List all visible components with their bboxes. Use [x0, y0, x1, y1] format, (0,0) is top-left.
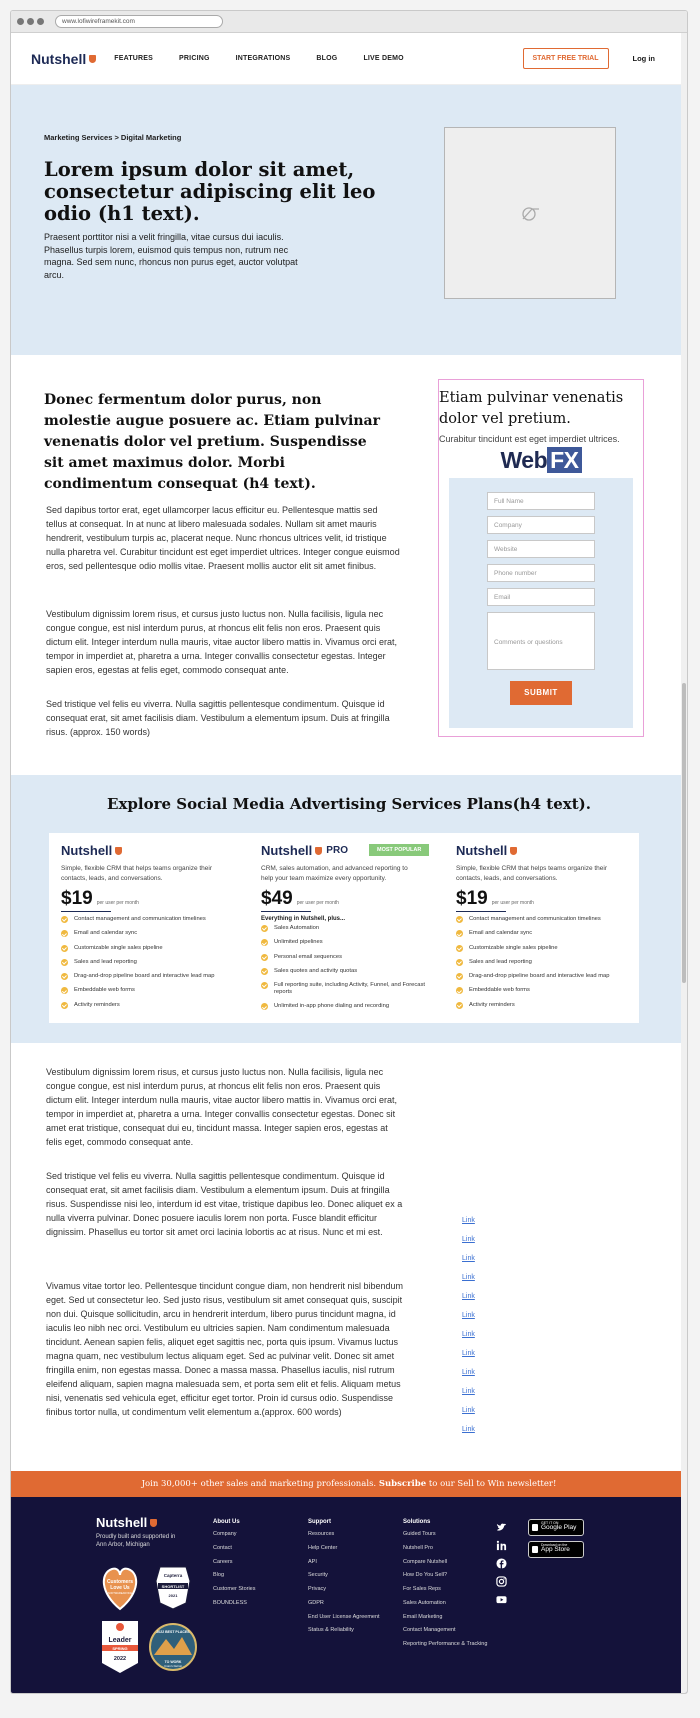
acorn-icon — [115, 847, 122, 855]
plan-price: $49 — [261, 888, 293, 909]
footer-column-title: Support — [308, 1519, 331, 1525]
nav-link-integrations[interactable]: INTEGRATIONS — [235, 55, 291, 62]
plan-card[interactable] — [456, 843, 636, 1016]
app-store-badge[interactable]: Download on the App Store — [528, 1541, 584, 1558]
social-links — [496, 1522, 507, 1612]
newsletter-text: to our Sell to Win newsletter! — [428, 1479, 557, 1489]
svg-text:Capterra: Capterra — [163, 1573, 183, 1578]
feature-item: Contact management and communication timelines — [61, 916, 241, 923]
plan-card[interactable] — [61, 843, 241, 1016]
plan-price-unit: per user per month — [491, 900, 534, 906]
footer-link[interactable]: How Do You Sell? — [403, 1572, 448, 1579]
nav-link-blog[interactable]: BLOG — [316, 55, 338, 62]
footer-link[interactable]: API — [308, 1558, 317, 1565]
plan-logo: Nutshell — [61, 843, 241, 858]
webfx-logo: Web FX — [439, 447, 643, 474]
article-paragraph: Sed tristique vel felis eu viverra. Nulla sagittis pellentesque condimentum. Quisque id consequat erat, sit amet facilisis diam. Vestibulum a elementum ipsum. Duis at fringilla risus. Suspendisse nisi leo, interdum id est vitae, tristique dapibus leo. Donec aliquet ex a nulla viverra pulvinar. Donec posuere iaculis lorem non porta. Fusce blandit efficitur dignissim. Phasellus eu tortor sit amet orci lacinia lobortis ac at risus. Nunc et mi est. — [46, 1171, 403, 1237]
footer-link[interactable]: Reporting Performance & Tracking — [403, 1641, 488, 1648]
plans-section — [11, 775, 687, 1043]
nav-link-features[interactable]: FEATURES — [114, 55, 154, 62]
sidebar-link[interactable]: Link — [462, 1369, 475, 1376]
plan-description: CRM, sales automation, and advanced reporting to help your team maximize every opportunity. — [261, 865, 408, 882]
content-paragraph: Vestibulum dignissim lorem risus, et cursus justo luctus non. Nulla facilisis, ligula nec congue congue, est nisl interdum purus, at rhoncus elit felis non eros. Praesent quis dictum elit. Integer interdum nulla mauris, vitae auctor libero mattis in. Vivamus orci erat, tempor in imperdiet at, pharetra a urna. Integer convallis consectetur egestas. Integer sapien eros, egestas at felis eget, commodo consequat ante. — [46, 609, 397, 675]
section-heading: Donec fermentum dolor purus, non molestie augue posuere ac. Etiam pulvinar venenatis dolor vel pretium. Suspendisse sit amet maximus dolor. Morbi condimentum consequat (h4 text). — [44, 392, 380, 492]
scrollbar-thumb[interactable] — [682, 683, 686, 983]
check-icon — [456, 945, 463, 952]
feature-item: Unlimited in-app phone dialing and recording — [261, 1003, 441, 1010]
breadcrumb[interactable]: Marketing Services > Digital Marketing — [44, 133, 182, 142]
footer-column-solutions — [403, 1519, 487, 1656]
submit-button[interactable]: SUBMIT — [510, 681, 572, 705]
footer-column-about — [213, 1519, 256, 1615]
window-dot-icon[interactable] — [37, 18, 44, 25]
full-name-field[interactable]: Full Name — [487, 492, 595, 510]
svg-text:2022: 2022 — [113, 1656, 127, 1662]
check-icon — [261, 939, 268, 946]
plan-price: $19 — [456, 888, 488, 909]
sidebar-link[interactable]: Link — [462, 1388, 475, 1395]
content-paragraph: Sed tristique vel felis eu viverra. Nulla sagittis pellentesque condimentum. Quisque id consequat erat, sit amet facilisis diam. Vestibulum a elementum ipsum. Duis at fringilla risus. (approx. 150 words) — [46, 699, 390, 737]
contact-form — [449, 478, 633, 728]
capterra-shortlist-badge — [156, 1567, 190, 1609]
footer-link[interactable]: For Sales Reps — [403, 1586, 441, 1593]
plan-price-unit: per user per month — [96, 900, 139, 906]
feature-item: Email and calendar sync — [61, 930, 241, 937]
svg-text:SHORTLIST: SHORTLIST — [161, 1584, 185, 1589]
footer-link[interactable]: Contact — [213, 1544, 232, 1551]
acorn-icon — [510, 847, 517, 855]
check-icon — [261, 982, 268, 989]
feature-item: Embeddable web forms — [456, 987, 636, 994]
customers-love-us-badge — [104, 1569, 136, 1609]
feature-item: Activity reminders — [61, 1002, 241, 1009]
sidebar-link[interactable]: Link — [462, 1255, 475, 1262]
form-subtext: Curabitur tincidunt est eget imperdiet ultrices. — [439, 434, 620, 444]
article-section — [11, 1043, 687, 1471]
footer-logo[interactable]: Nutshell — [96, 1515, 157, 1530]
divider — [261, 911, 311, 912]
svg-text:SPRING: SPRING — [112, 1646, 128, 1651]
plans-heading: Explore Social Media Advertising Services Plans(h4 text). — [107, 795, 591, 813]
footer-column-title: Solutions — [403, 1519, 431, 1525]
hero-section — [11, 85, 687, 355]
company-field[interactable]: Company — [487, 516, 595, 534]
check-icon — [61, 973, 68, 980]
footer-link[interactable]: Privacy — [308, 1586, 327, 1593]
plan-logo: Nutshell — [456, 843, 636, 858]
contact-form-column — [438, 379, 644, 737]
svg-text:Love Us: Love Us — [110, 1585, 130, 1591]
svg-text:Customers: Customers — [106, 1579, 134, 1585]
subscribe-link[interactable]: Subscribe — [378, 1479, 427, 1489]
plan-card-pro[interactable] — [261, 843, 441, 1018]
feature-item: Drag-and-drop pipeline board and interactive lead map — [61, 973, 241, 980]
sidebar-link[interactable]: Link — [462, 1407, 475, 1414]
window-dot-icon[interactable] — [17, 18, 24, 25]
browser-window — [10, 10, 688, 1694]
form-heading: Etiam pulvinar venenatis dolor vel pretium. — [439, 390, 624, 427]
plan-subheading: Everything in Nutshell, plus... — [261, 916, 346, 922]
instagram-icon[interactable] — [496, 1576, 507, 1587]
youtube-icon[interactable] — [496, 1594, 507, 1605]
nav-link-live-demo[interactable]: LIVE DEMO — [363, 55, 404, 62]
nav-link-pricing[interactable]: PRICING — [179, 55, 210, 62]
plan-price-row — [456, 888, 636, 910]
feature-item: Personal email sequences — [261, 954, 441, 961]
check-icon — [456, 916, 463, 923]
check-icon — [261, 954, 268, 961]
window-dot-icon[interactable] — [27, 18, 34, 25]
image-placeholder-icon — [520, 204, 542, 222]
plan-description: Simple, flexible CRM that helps teams organize their contacts, leads, and conversations. — [61, 865, 213, 882]
check-icon — [61, 987, 68, 994]
divider — [61, 911, 111, 912]
nutshell-logo[interactable]: Nutshell — [31, 51, 96, 67]
login-link[interactable]: Log in — [632, 54, 655, 63]
footer-column-title: About Us — [213, 1519, 240, 1525]
footer-link[interactable]: BOUNDLESS — [213, 1599, 247, 1606]
start-free-trial-button[interactable]: START FREE TRIAL — [523, 48, 609, 69]
feature-item: Activity reminders — [456, 1002, 636, 1009]
plan-logo: Nutshell PRO — [261, 843, 348, 858]
footer-link[interactable]: Security — [308, 1572, 328, 1579]
plan-price-row — [61, 888, 241, 910]
nav-actions — [523, 48, 667, 69]
hero-paragraph: Praesent porttitor nisi a velit fringilla, vitae cursus dui iaculis. Phasellus turpis lorem, euismod quis tempus non, rutrum nec magna. Sed sem nunc, rhoncus non purus eget, auctor volutpat arcu. — [44, 232, 298, 280]
feature-item: Contact management and communication timelines — [456, 916, 636, 923]
svg-text:TO WORK: TO WORK — [164, 1660, 182, 1664]
plan-price-row — [261, 888, 441, 910]
check-icon — [456, 1002, 463, 1009]
best-places-to-work-badge — [150, 1624, 196, 1670]
check-icon — [261, 1003, 268, 1010]
plan-price: $19 — [61, 888, 93, 909]
feature-item: Customizable single sales pipeline — [456, 945, 636, 952]
check-icon — [61, 1002, 68, 1009]
svg-text:Crain's Detroit: Crain's Detroit — [164, 1664, 182, 1668]
feature-item: Sales and lead reporting — [61, 959, 241, 966]
sidebar-link[interactable]: Link — [462, 1293, 475, 1300]
check-icon — [61, 945, 68, 952]
google-play-badge[interactable]: GET IT ON Google Play — [528, 1519, 584, 1536]
footer-link[interactable]: Sales Automation — [403, 1599, 446, 1606]
check-icon — [61, 959, 68, 966]
phone-field[interactable]: Phone number — [487, 564, 595, 582]
acorn-icon — [315, 847, 322, 855]
acorn-icon — [150, 1519, 157, 1527]
browser-chrome — [11, 11, 687, 33]
top-nav — [11, 33, 687, 85]
svg-text:Leader: Leader — [108, 1637, 132, 1644]
svg-text:SOFTWAREADVICE: SOFTWAREADVICE — [107, 1592, 133, 1595]
sidebar-link[interactable]: Link — [462, 1331, 475, 1338]
award-badges — [96, 1563, 200, 1685]
website-field[interactable]: Website — [487, 540, 595, 558]
article-paragraph: Vivamus vitae tortor leo. Pellentesque tincidunt congue diam, non hendrerit nisl bibendum eget. Sed ut consectetur leo. Sed justo risus, vestibulum sit amet consequat quis, suscipit non dui. Quisque sollicitudin, arcu in hendrerit interdum, libero purus tincidunt magna, id iaculis leo nibh nec orci. Vestibulum eu ultricies sapien. Nam condimentum malesuada tincidunt. Aenean sapien felis, aliquet eget sagittis nec, porta quis ipsum. Vivamus luctus magna quam, nec vestibulum lectus aliquam eget. Sed ac pulvinar velit. Donec sit amet fringilla enim, non egestas massa. Donec a massa massa. Phasellus iaculis, nisl rutrum eleifend aliquam, sapien magna malesuada sem, et porta sem elit et felis. Aliquam metus nisi, venenatis sed vehicula eget, efficitur eget tortor. Proin id cursus odio. Suspendisse finibus tortor nulla, ut condimentum velit elementum a.(approx. 600 words) — [46, 1281, 404, 1417]
plan-description: Simple, flexible CRM that helps teams organize their contacts, leads, and conversations. — [456, 865, 608, 882]
footer-link[interactable]: End User License Agreement — [308, 1613, 380, 1620]
sidebar-link[interactable]: Link — [462, 1426, 475, 1433]
feature-item: Embeddable web forms — [61, 987, 241, 994]
plan-price-unit: per user per month — [296, 900, 339, 906]
footer-link[interactable]: Help Center — [308, 1544, 338, 1551]
sidebar-link[interactable]: Link — [462, 1312, 475, 1319]
footer-link[interactable]: Company — [213, 1531, 237, 1537]
nav-links — [114, 55, 430, 62]
feature-item: Customizable single sales pipeline — [61, 945, 241, 952]
footer-link[interactable]: Nutshell Pro — [403, 1544, 433, 1551]
svg-text:2021: 2021 — [168, 1593, 178, 1598]
newsletter-text: Join 30,000+ other sales and marketing professionals. — [141, 1479, 377, 1489]
footer-tagline: Proudly built and supported in Ann Arbor, Michigan — [96, 1534, 176, 1548]
content-section — [11, 355, 687, 775]
plans-card — [49, 833, 639, 1023]
check-icon — [456, 973, 463, 980]
svg-text:2022 BEST PLACES: 2022 BEST PLACES — [156, 1630, 190, 1634]
hero-image-placeholder — [444, 127, 616, 299]
feature-item: Email and calendar sync — [456, 930, 636, 937]
page-title: Lorem ipsum dolor sit amet, consectetur adipiscing elit leo odio (h1 text). — [44, 158, 376, 225]
sidebar-link[interactable]: Link — [462, 1350, 475, 1357]
footer-column-support — [308, 1519, 380, 1642]
feature-item: Full reporting suite, including Activity, Funnel, and Forecast reports — [261, 982, 441, 996]
feature-item: Unlimited pipelines — [261, 939, 441, 946]
facebook-icon[interactable] — [496, 1558, 507, 1569]
footer-link[interactable]: Resources — [308, 1531, 335, 1537]
check-icon — [261, 925, 268, 932]
feature-item: Sales quotes and activity quotas — [261, 968, 441, 975]
check-icon — [456, 930, 463, 937]
check-icon — [456, 959, 463, 966]
footer-link[interactable]: Guided Tours — [403, 1531, 436, 1537]
footer-link[interactable]: Blog — [213, 1572, 225, 1579]
comments-field[interactable]: Comments or questions — [487, 612, 595, 670]
page-scrollbar[interactable] — [681, 33, 687, 1694]
g2-leader-badge — [102, 1621, 138, 1673]
check-icon — [261, 968, 268, 975]
sidebar-link[interactable]: Link — [462, 1274, 475, 1281]
sidebar-link[interactable]: Link — [462, 1236, 475, 1243]
check-icon — [456, 987, 463, 994]
link-list — [462, 1216, 475, 1444]
article-paragraph: Vestibulum dignissim lorem risus, et cursus justo luctus non. Nulla facilisis, ligula nec congue congue, est nisl interdum purus, at rhoncus elit felis non eros. Praesent quis dictum elit. Integer interdum nulla mauris, vitae auctor libero mattis in. Vivamus orci erat, tempor in imperdiet at, pharetra a urna. Integer convallis consectetur egestas. Donec sit amet erat tristique, consequat dui eu, tincidunt massa. Integer sapien eros, egestas at felis eget, commodo consequat ante. — [46, 1067, 397, 1147]
linkedin-icon[interactable] — [496, 1540, 507, 1551]
acorn-icon — [89, 55, 96, 63]
check-icon — [61, 930, 68, 937]
footer-link[interactable]: Careers — [213, 1558, 233, 1565]
sidebar-link[interactable]: Link — [462, 1217, 475, 1224]
footer-link[interactable]: Contact Management — [403, 1627, 456, 1634]
divider — [456, 911, 506, 912]
footer-link[interactable]: Email Marketing — [403, 1613, 443, 1620]
feature-item: Drag-and-drop pipeline board and interactive lead map — [456, 973, 636, 980]
feature-item: Sales Automation — [261, 925, 441, 932]
footer-link[interactable]: Customer Stories — [213, 1586, 256, 1593]
footer-link[interactable]: GDPR — [308, 1599, 324, 1606]
footer-link[interactable]: Compare Nutshell — [403, 1558, 448, 1565]
footer — [11, 1497, 687, 1694]
email-field[interactable]: Email — [487, 588, 595, 606]
newsletter-banner — [11, 1471, 687, 1497]
twitter-icon[interactable] — [496, 1522, 507, 1533]
address-bar[interactable]: www.lofiwireframekit.com — [55, 15, 223, 28]
feature-item: Sales and lead reporting — [456, 959, 636, 966]
footer-link[interactable]: Status & Reliability — [308, 1627, 354, 1634]
most-popular-badge: MOST POPULAR — [369, 844, 429, 856]
content-paragraph: Sed dapibus tortor erat, eget ullamcorper lacus efficitur eu. Pellentesque mattis sed tellus at consequat. In at nunc at libero malesuada sodales. Nullam sit amet mauris hendrerit, vestibulum turpis ac, placerat neque. Nunc rhoncus ultrices velit, id tristique nulla pharetra vel. Curabitur tincidunt est eget imperdiet ultrices. Integer congue euismod eros, sed pellentesque odio mollis vitae. Praesent mollis auctor elit sit amet finibus. — [46, 505, 400, 571]
check-icon — [61, 916, 68, 923]
